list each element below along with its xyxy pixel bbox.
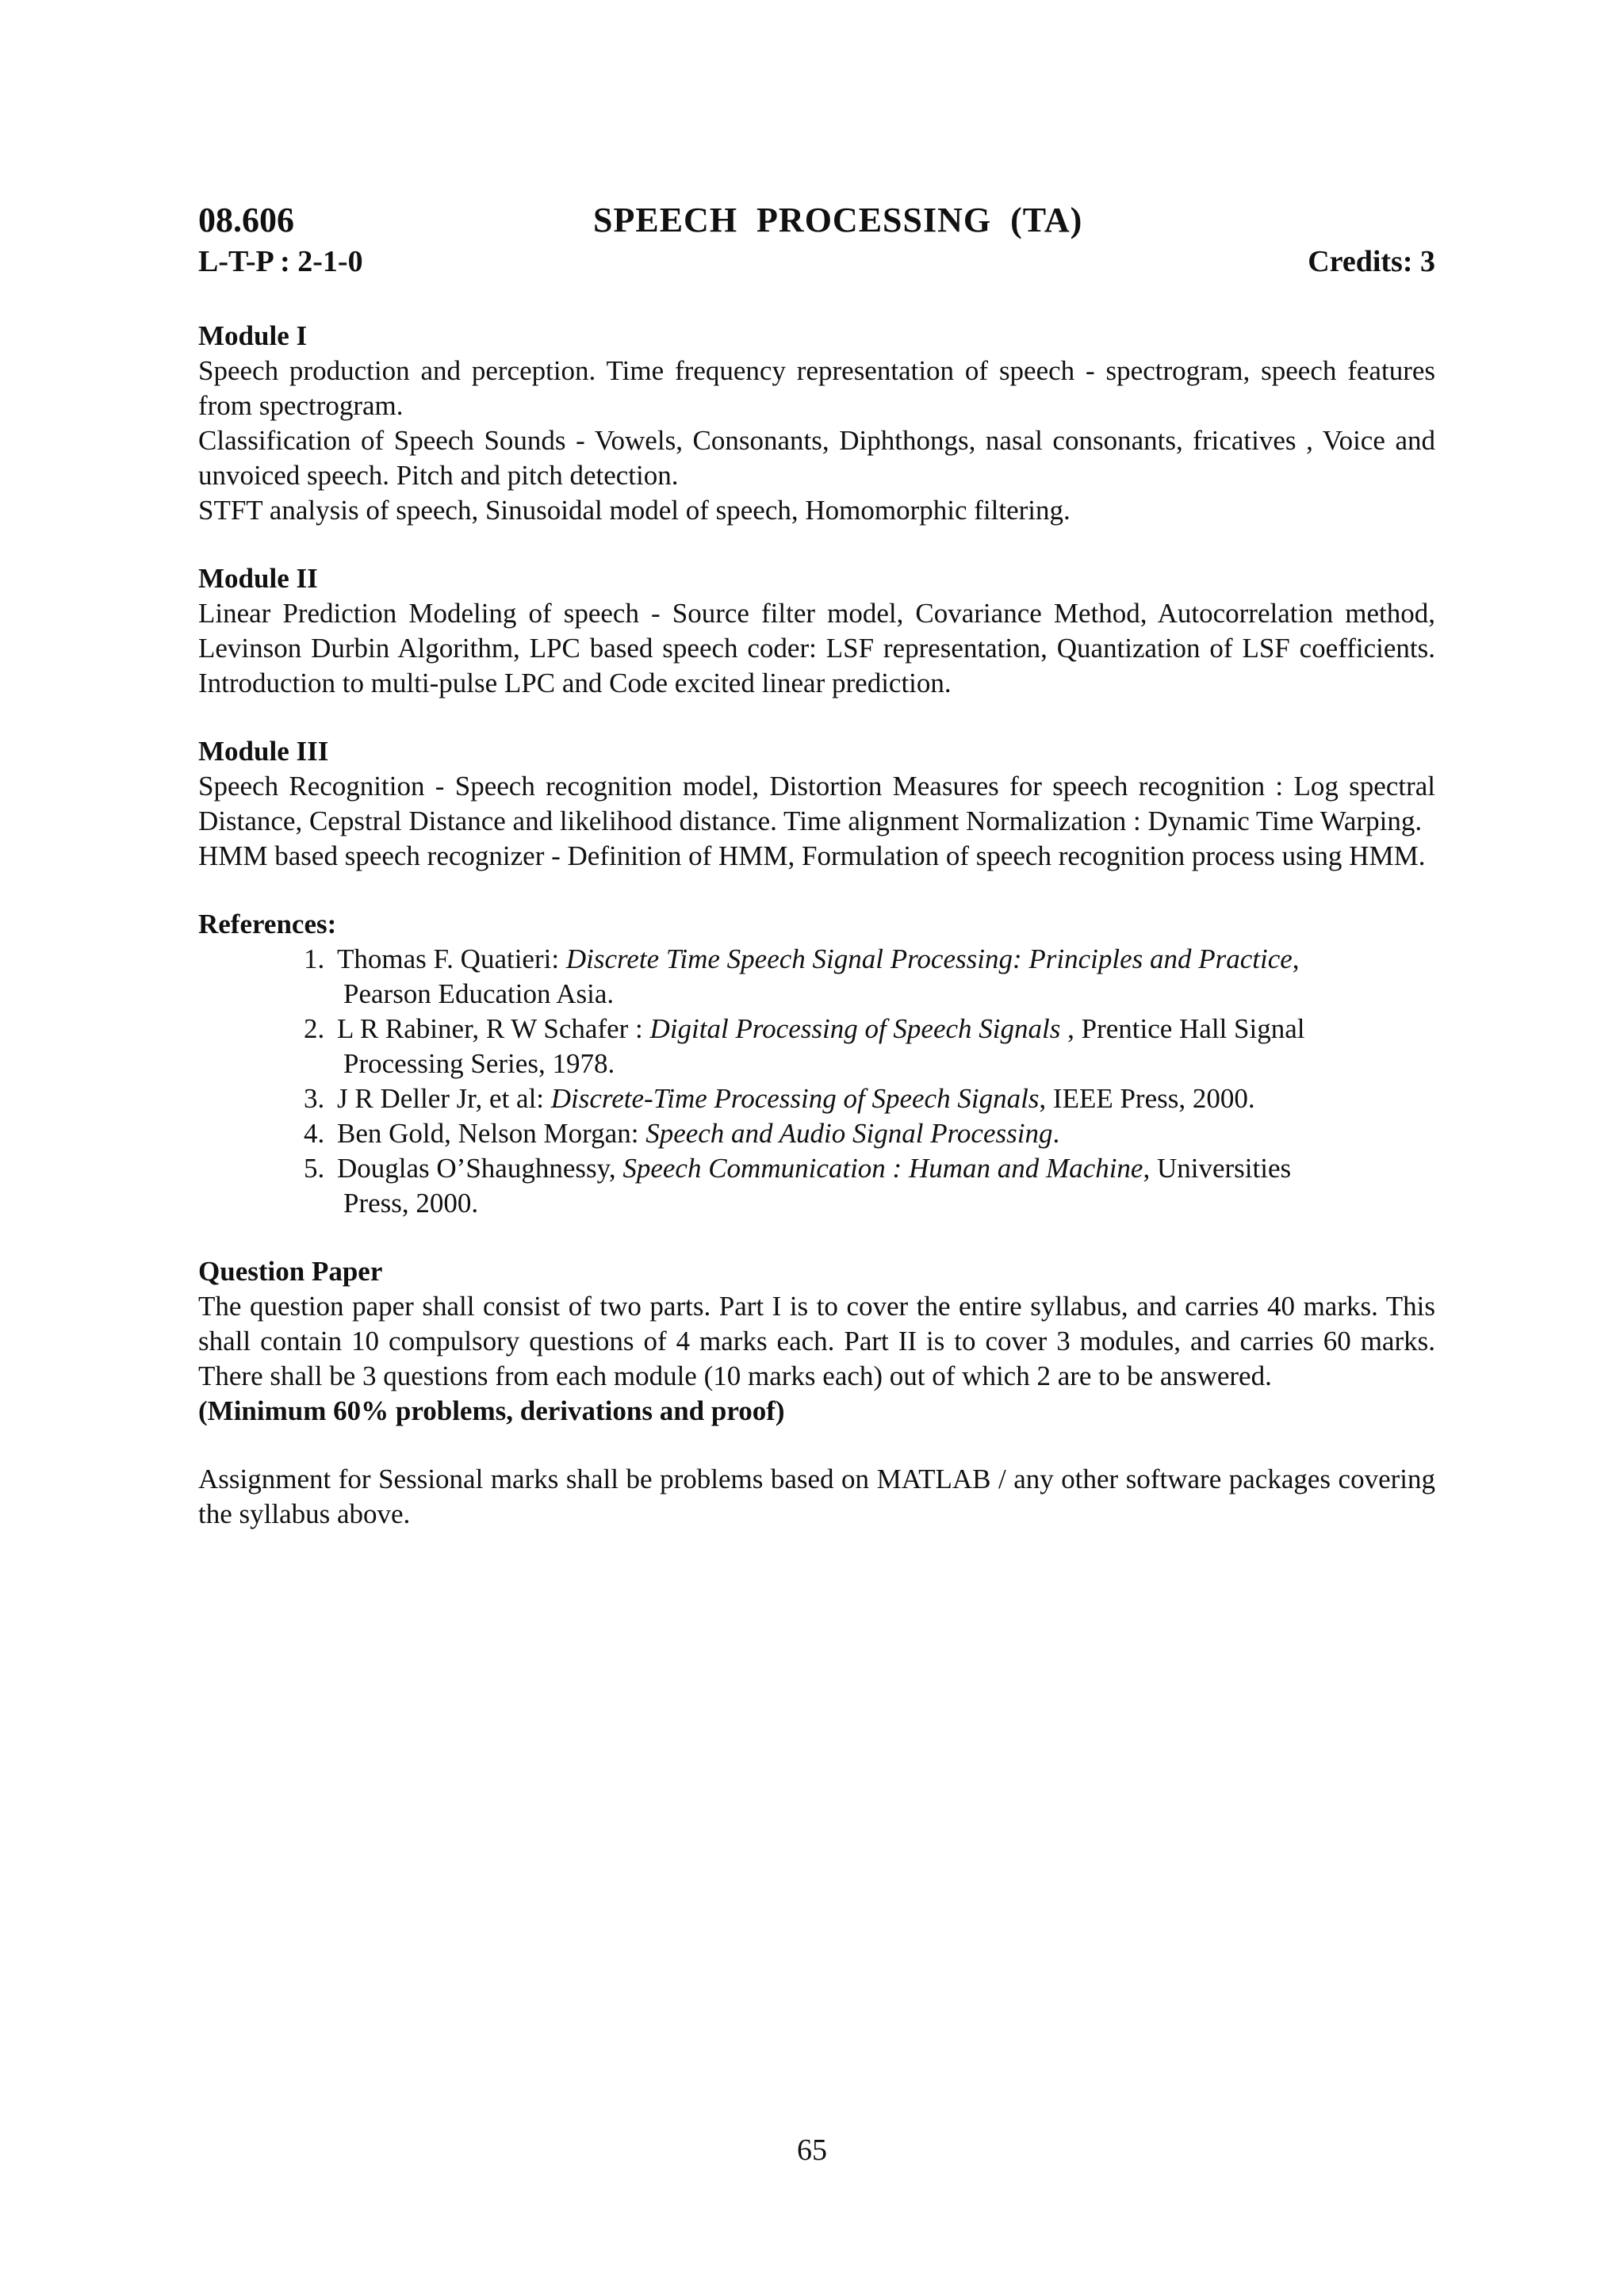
syllabus-content <box>198 200 1435 1532</box>
references-heading: References: <box>198 909 337 939</box>
module-3-paragraph-2: HMM based speech recognizer - Definition of HMM, Formulation of speech recognition process using HMM. <box>198 840 1426 871</box>
reference-title: Speech and Audio Signal Processing <box>645 1118 1053 1149</box>
module-1-heading: Module I <box>198 320 308 351</box>
reference-item <box>304 1151 1435 1221</box>
reference-title: Discrete Time Speech Signal Processing: Principles and Practice <box>565 943 1293 974</box>
reference-item <box>304 942 1435 1012</box>
module-1-paragraph-3: STFT analysis of speech, Sinusoidal model of speech, Homomorphic filtering. <box>198 495 1071 526</box>
reference-author: J R Deller Jr, et al: <box>337 1083 551 1114</box>
reference-number: 5. <box>304 1153 325 1184</box>
reference-author: L R Rabiner, R W Schafer : <box>337 1013 650 1044</box>
module-3-paragraph-1: Speech Recognition - Speech recognition model, Distortion Measures for speech recognition : Log spectral Distance, Cepstral Distance and likelihood distance. Time alignment Normalization : Dynamic Time Warping. <box>198 771 1435 836</box>
module-3-heading: Module III <box>198 736 329 767</box>
reference-item <box>304 1116 1435 1151</box>
module-2-paragraph: Linear Prediction Modeling of speech - Source filter model, Covariance Method, Autocorrelation method, Levinson Durbin Algorithm, LPC based speech coder: LSF representation, Quantization of LSF coefficients. Introduction to multi-pulse LPC and Code excited linear prediction. <box>198 598 1435 698</box>
reference-author: Ben Gold, Nelson Morgan: <box>337 1118 646 1149</box>
course-header <box>198 200 1435 244</box>
module-2-section <box>198 561 1435 701</box>
reference-continuation: Pearson Education Asia. <box>343 978 615 1009</box>
reference-title: Discrete-Time Processing of Speech Signals <box>550 1083 1040 1114</box>
module-2-heading: Module II <box>198 563 318 594</box>
reference-number: 2. <box>304 1013 325 1044</box>
assignment-section <box>198 1462 1435 1532</box>
reference-publisher: , IEEE Press, 2000. <box>1039 1083 1255 1114</box>
question-paper-note: (Minimum 60% problems, derivations and proof) <box>198 1395 785 1426</box>
references-list <box>198 942 1435 1221</box>
reference-item <box>304 1081 1435 1116</box>
reference-publisher: . <box>1052 1118 1060 1149</box>
reference-title: Digital Processing of Speech Signals <box>649 1013 1061 1044</box>
question-paper-section <box>198 1254 1435 1429</box>
reference-number: 4. <box>304 1118 325 1149</box>
reference-publisher: , <box>1292 943 1300 974</box>
course-title: SPEECH PROCESSING (TA) <box>593 201 1083 239</box>
reference-publisher: , Universities <box>1143 1153 1292 1184</box>
credits-label: Credits: 3 <box>1308 245 1435 278</box>
reference-item <box>304 1012 1435 1081</box>
module-1-section <box>198 319 1435 528</box>
page-number: 65 <box>797 2133 827 2167</box>
assignment-paragraph: Assignment for Sessional marks shall be problems based on MATLAB / any other software packages covering the syllabus above. <box>198 1464 1435 1529</box>
reference-continuation: Press, 2000. <box>343 1188 479 1219</box>
question-paper-heading: Question Paper <box>198 1256 383 1287</box>
reference-number: 1. <box>304 943 325 974</box>
module-1-paragraph-2: Classification of Speech Sounds - Vowels, Consonants, Diphthongs, nasal consonants, fricatives , Voice and unvoiced speech. Pitch and pitch detection. <box>198 425 1435 491</box>
reference-author: Thomas F. Quatieri: <box>337 943 566 974</box>
reference-continuation: Processing Series, 1978. <box>343 1048 615 1079</box>
reference-title: Speech Communication : Human and Machine <box>622 1153 1143 1184</box>
module-1-paragraph-1: Speech production and perception. Time frequency representation of speech - spectrogram, speech features from spectrogram. <box>198 355 1435 421</box>
references-section <box>198 907 1435 1221</box>
reference-publisher: , Prentice Hall Signal <box>1060 1013 1305 1044</box>
reference-author: Douglas O’Shaughnessy, <box>337 1153 623 1184</box>
question-paper-paragraph: The question paper shall consist of two parts. Part I is to cover the entire syllabus, and carries 40 marks. This shall contain 10 compulsory questions of 4 marks each. Part II is to cover 3 modules, and carries 60 marks. There shall be 3 questions from each module (10 marks each) out of which 2 are to be answered. <box>198 1291 1435 1391</box>
course-code: 08.606 <box>198 201 294 239</box>
module-3-section <box>198 734 1435 874</box>
reference-number: 3. <box>304 1083 325 1114</box>
course-meta <box>198 244 1435 285</box>
ltp-label: L-T-P : 2-1-0 <box>198 245 363 278</box>
